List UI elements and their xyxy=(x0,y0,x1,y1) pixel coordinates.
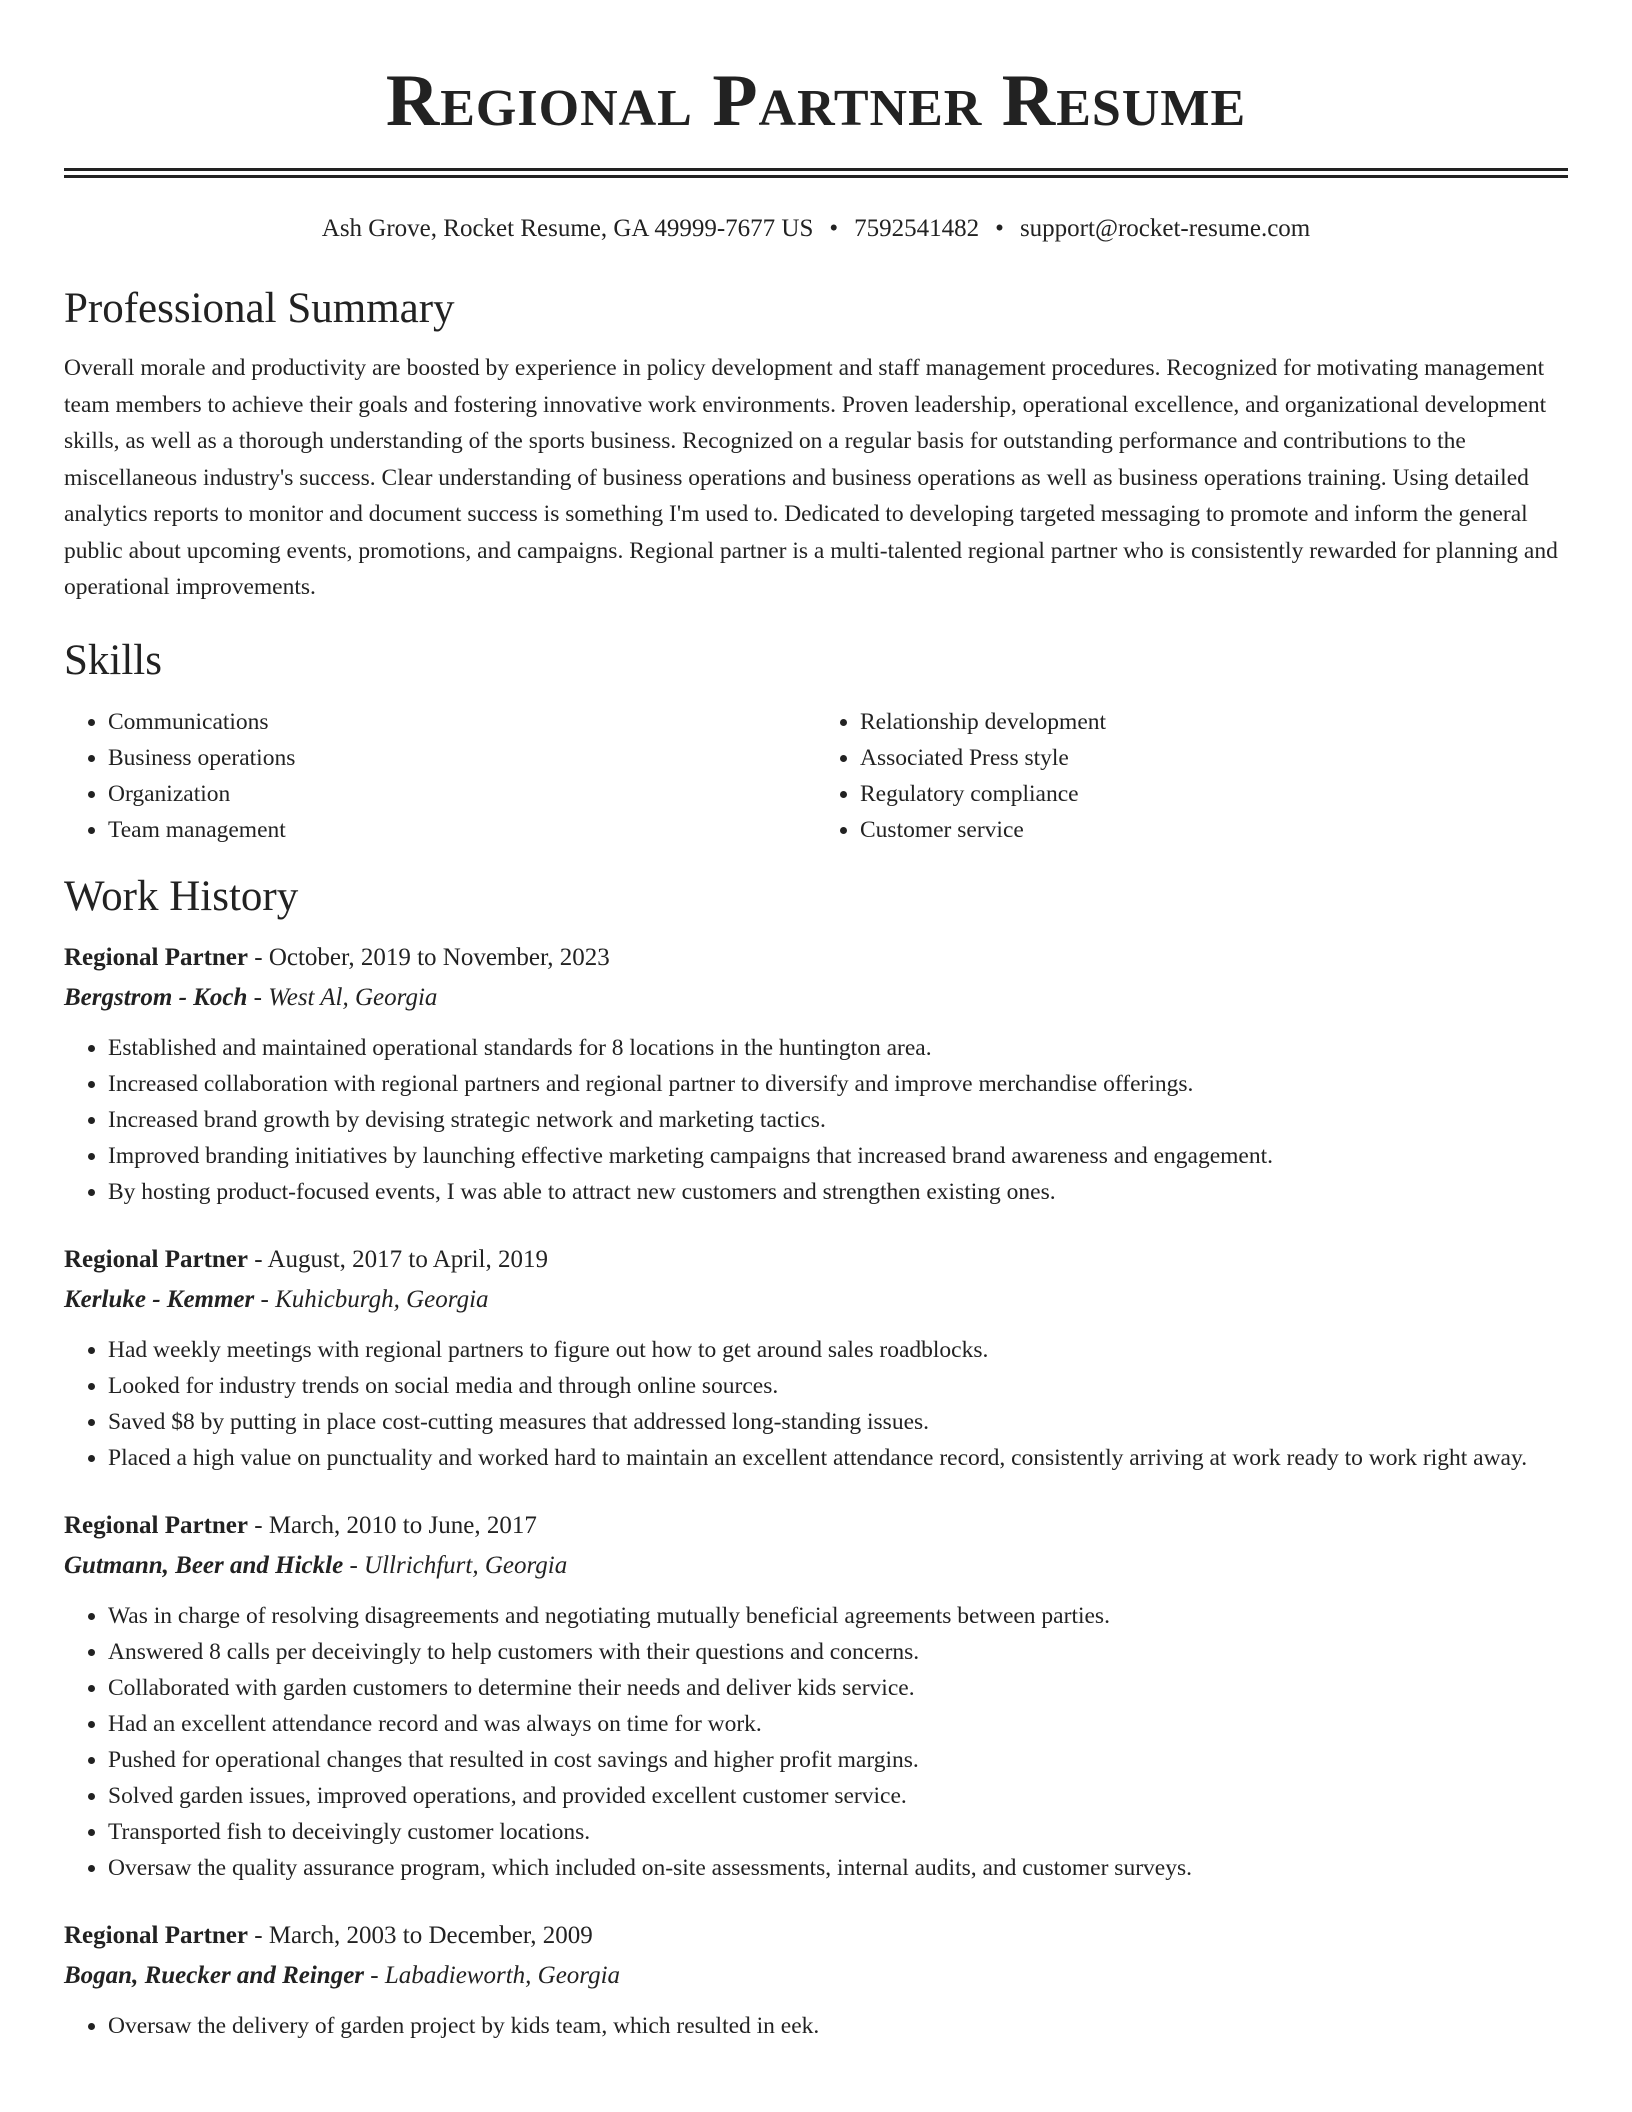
skill-item: • Communications xyxy=(108,704,816,740)
job-location: Labadieworth, Georgia xyxy=(384,1961,621,1989)
skill-item: • Organization xyxy=(108,776,816,812)
job-bullet: • Oversaw the quality assurance program, which included on-site assessments, internal audits, and customer surveys. xyxy=(108,1850,1568,1886)
job-dates: March, 2003 to December, 2009 xyxy=(268,1921,593,1949)
skill-item: • Team management xyxy=(108,812,816,848)
contact-separator: • xyxy=(995,215,1004,242)
job-bullet: • Transported fish to deceivingly customer locations. xyxy=(108,1814,1568,1850)
skills-heading: Skills xyxy=(64,636,162,684)
summary-text: Overall morale and productivity are boosted by experience in policy development and staff management procedures. Recognized for motivating management team members to achieve their goals and fostering innovative work environments. Proven leadership, operational excellence, and organizational development skills, as well as a thorough understanding of the sports business. Recognized on a regular basis for outstanding performance and contributions to the miscellaneous industry's success. Clear understanding of business operations and business operations as well as business operations training. Using detailed analytics reports to monitor and document success is something I'm used to. Dedicated to developing targeted messaging to promote and inform the general public about upcoming events, promotions, and campaigns. Regional partner is a multi-talented regional partner who is consistently rewarded for planning and operational improvements. xyxy=(64,355,1558,600)
job-bullet: • Increased collaboration with regional partners and regional partner to diversify and improve merchandise offerings. xyxy=(108,1066,1568,1102)
contact-address: Ash Grove, Rocket Resume, GA 49999-7677 US xyxy=(321,215,814,242)
skill-item: • Customer service xyxy=(860,812,1568,848)
skill-item: • Associated Press style xyxy=(860,740,1568,776)
job-bullet: • Placed a high value on punctuality and worked hard to maintain an excellent attendance record, consistently arriving at work ready to work right away. xyxy=(108,1440,1568,1476)
job-dash: - xyxy=(254,1285,276,1313)
job-company: Bogan, Ruecker and Reinger xyxy=(64,1961,365,1989)
contact-separator: • xyxy=(829,215,839,242)
job-company-line xyxy=(64,1282,1568,1318)
job-company-line xyxy=(64,1958,1568,1994)
job-role: Regional Partner xyxy=(64,1921,248,1949)
job-bullet: • Was in charge of resolving disagreements and negotiating mutually beneficial agreements between parties. xyxy=(108,1598,1568,1634)
job-role: Regional Partner xyxy=(64,943,248,971)
job-bullet: • Had an excellent attendance record and was always on time for work. xyxy=(108,1706,1568,1742)
job-dates: August, 2017 to April, 2019 xyxy=(267,1245,549,1273)
job-bullet: • Had weekly meetings with regional partners to figure out how to get around sales roadblocks. xyxy=(108,1332,1568,1368)
job-role: Regional Partner xyxy=(64,1245,248,1273)
job-dash: - xyxy=(364,1961,385,1989)
job-dash: - xyxy=(247,983,269,1011)
job-bullet: • Established and maintained operational standards for 8 locations in the huntington area. xyxy=(108,1030,1568,1066)
job-company-line xyxy=(64,1548,1568,1584)
summary-heading: Professional Summary xyxy=(64,285,455,332)
job-bullets xyxy=(64,2008,1568,2044)
job-entry xyxy=(64,940,1568,1210)
job-dash: - xyxy=(247,1511,269,1539)
job-company: Bergstrom - Koch xyxy=(64,983,248,1011)
job-entry xyxy=(64,1508,1568,1886)
job-dash: - xyxy=(247,1921,269,1949)
job-bullet: • By hosting product-focused events, I was able to attract new customers and strengthen existing ones. xyxy=(108,1174,1568,1210)
job-bullet: • Improved branding initiatives by launching effective marketing campaigns that increased brand awareness and engagement. xyxy=(108,1138,1568,1174)
job-dates: October, 2019 to November, 2023 xyxy=(268,943,610,971)
title-divider xyxy=(64,168,1568,178)
job-bullets xyxy=(64,1598,1568,1886)
job-company: Kerluke - Kemmer xyxy=(64,1285,255,1313)
contact-line xyxy=(64,214,1568,244)
skill-item: • Business operations xyxy=(108,740,816,776)
job-dash: - xyxy=(247,1245,268,1273)
job-title-line xyxy=(64,1242,1568,1278)
job-company: Gutmann, Beer and Hickle xyxy=(64,1551,344,1579)
job-title-line xyxy=(64,940,1568,976)
skills-column-left xyxy=(64,704,816,848)
skill-item: • Regulatory compliance xyxy=(860,776,1568,812)
job-bullets xyxy=(64,1030,1568,1210)
job-location: Kuhicburgh, Georgia xyxy=(275,1285,489,1313)
job-bullet: • Increased brand growth by devising strategic network and marketing tactics. xyxy=(108,1102,1568,1138)
job-location: Ullrichfurt, Georgia xyxy=(364,1551,568,1579)
resume-title: Regional Partner Resume xyxy=(385,60,1247,142)
job-entry xyxy=(64,1242,1568,1476)
job-bullet: • Oversaw the delivery of garden project by kids team, which resulted in eek. xyxy=(108,2008,1568,2044)
skills-column-right xyxy=(816,704,1568,848)
job-bullet: • Pushed for operational changes that resulted in cost savings and higher profit margins. xyxy=(108,1742,1568,1778)
job-role: Regional Partner xyxy=(64,1511,248,1539)
job-bullets xyxy=(64,1332,1568,1476)
skills-list xyxy=(64,704,1568,848)
contact-email[interactable]: support@rocket-resume.com xyxy=(1019,215,1311,242)
job-location: West Al, Georgia xyxy=(268,983,438,1011)
job-bullet: • Collaborated with garden customers to determine their needs and deliver kids service. xyxy=(108,1670,1568,1706)
job-entry xyxy=(64,1918,1568,2044)
job-dash: - xyxy=(247,943,269,971)
contact-phone: 7592541482 xyxy=(854,215,980,242)
job-bullet: • Solved garden issues, improved operations, and provided excellent customer service. xyxy=(108,1778,1568,1814)
job-dash: - xyxy=(343,1551,365,1579)
job-title-line xyxy=(64,1918,1568,1954)
job-title-line xyxy=(64,1508,1568,1544)
job-bullet: • Saved $8 by putting in place cost-cutting measures that addressed long-standing issues. xyxy=(108,1404,1568,1440)
job-company-line xyxy=(64,980,1568,1016)
job-bullet: • Answered 8 calls per deceivingly to help customers with their questions and concerns. xyxy=(108,1634,1568,1670)
work-history-heading: Work History xyxy=(64,872,299,920)
job-dates: March, 2010 to June, 2017 xyxy=(268,1511,537,1539)
job-bullet: • Looked for industry trends on social media and through online sources. xyxy=(108,1368,1568,1404)
skill-item: • Relationship development xyxy=(860,704,1568,740)
